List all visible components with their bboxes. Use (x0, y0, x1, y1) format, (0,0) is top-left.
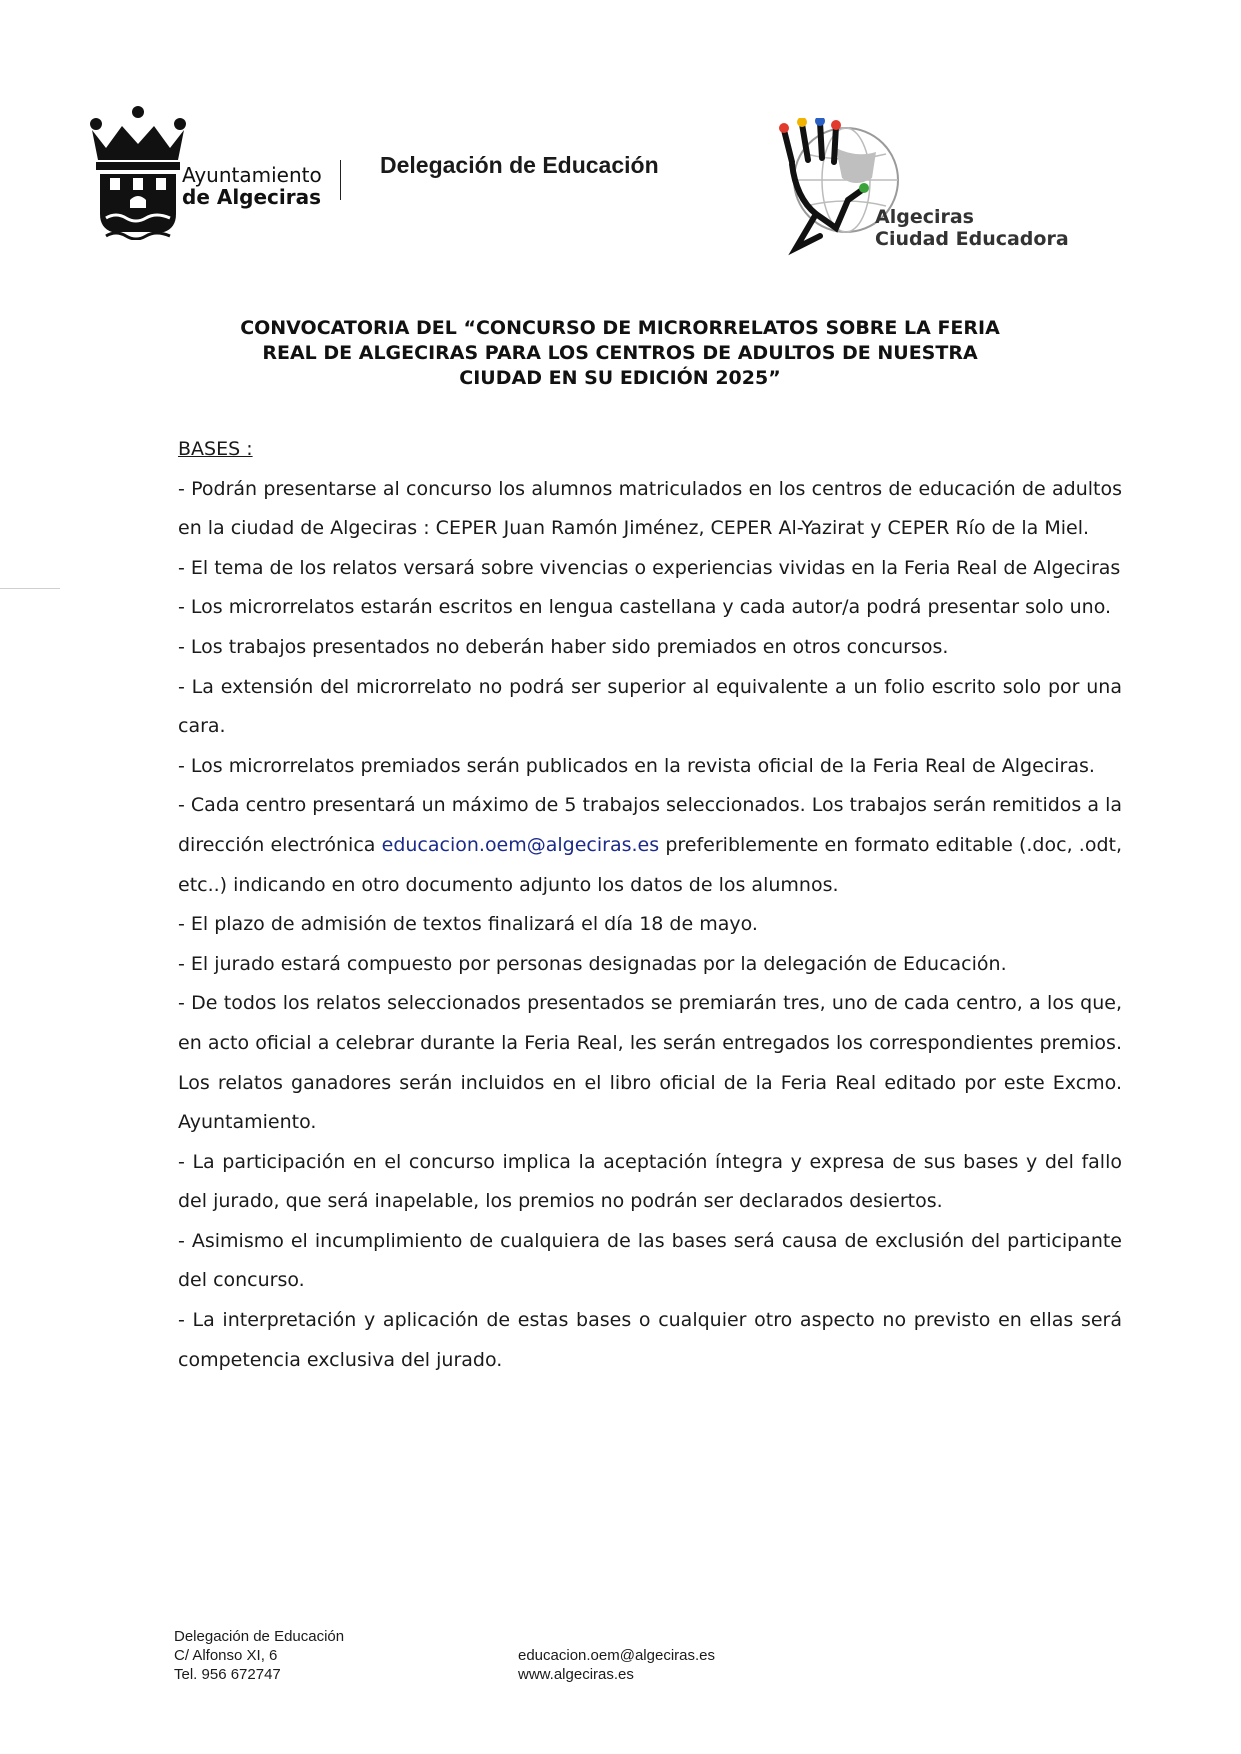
title-line2: REAL DE ALGECIRAS PARA LOS CENTROS DE ADULTOS DE NUESTRA (262, 342, 978, 364)
footer-address (174, 1627, 344, 1684)
ayuntamiento-line2: de Algeciras (182, 185, 322, 209)
title-line1: CONVOCATORIA DEL “CONCURSO DE MICRORRELATOS SOBRE LA FERIA (240, 317, 1000, 339)
ayuntamiento-name (182, 164, 322, 208)
footer-street: C/ Alfonso XI, 6 (174, 1647, 278, 1664)
rule-item: - La interpretación y aplicación de estas bases o cualquier otro aspecto no previsto en ellas será competencia exclusiva del jurado. (178, 1309, 1122, 1371)
rule-item: - El tema de los relatos versará sobre vivencias o experiencias vividas en la Feria Real de Algeciras (178, 556, 1121, 579)
logo-line1: Algeciras (875, 206, 974, 228)
delegacion-heading: Delegación de Educación (380, 152, 659, 178)
footer-office: Delegación de Educación (174, 1628, 345, 1645)
rule-item: - Los microrrelatos estarán escritos en lengua castellana y cada autor/a podrá presentar solo uno. (178, 596, 1112, 619)
document-body (178, 430, 1122, 1380)
rule-item-submission (178, 786, 1122, 905)
footer-contact (518, 1646, 715, 1684)
rule-item: - De todos los relatos seleccionados presentados se premiarán tres, uno de cada centro, a los que, en acto oficial a celebrar durante la Feria Real, les serán entregados los correspondientes premios. Los relatos ganadores serán incluidos en el libro oficial de la Feria Real editado por este Excmo. Ayuntamiento. (178, 992, 1122, 1134)
document-title (180, 316, 1060, 391)
rule-item: - Asimismo el incumplimiento de cualquiera de las bases será causa de exclusión del participante del concurso. (178, 1229, 1122, 1292)
rule-item: - La participación en el concurso implica la aceptación íntegra y expresa de sus bases y del fallo del jurado, que será inapelable, los premios no podrán ser declarados desiertos. (178, 1150, 1122, 1213)
rule-item: - Podrán presentarse al concurso los alumnos matriculados en los centros de educación de adultos en la ciudad de Algeciras : CEPER Juan Ramón Jiménez, CEPER Al-Yazirat y CEPER Río de la Miel. (178, 477, 1122, 540)
submission-text-after: preferiblemente en formato editable (.doc, .odt, etc..) indicando en otro documento adjunto los datos de los alumnos. (178, 833, 1123, 896)
logo-caption (875, 206, 1069, 250)
rule-item: - Los microrrelatos premiados serán publicados en la revista oficial de la Feria Real de Algeciras. (178, 754, 1095, 777)
footer-phone: Tel. 956 672747 (174, 1666, 281, 1683)
ayuntamiento-line1: Ayuntamiento (182, 163, 322, 187)
title-line3: CIUDAD EN SU EDICIÓN 2025” (459, 367, 781, 389)
footer-email[interactable]: educacion.oem@algeciras.es (518, 1647, 715, 1664)
fold-mark (0, 588, 60, 589)
rule-item: - La extensión del microrrelato no podrá ser superior al equivalente a un folio escrito solo por una cara. (178, 675, 1122, 738)
submission-email-link[interactable]: educacion.oem@algeciras.es (381, 833, 660, 856)
crown-castle-crest-icon (86, 104, 190, 240)
bases-label: BASES : (178, 438, 253, 460)
footer-website[interactable]: www.algeciras.es (518, 1666, 634, 1683)
header-divider (340, 160, 341, 200)
rule-item: - El plazo de admisión de textos finalizará el día 18 de mayo. (178, 913, 758, 936)
rule-item: - El jurado estará compuesto por personas designadas por la delegación de Educación. (178, 952, 1007, 975)
logo-line2: Ciudad Educadora (875, 228, 1069, 250)
rule-item: - Los trabajos presentados no deberán haber sido premiados en otros concursos. (178, 635, 949, 658)
submission-text-before: - Cada centro presentará un máximo de 5 trabajos seleccionados. Los trabajos serán remitidos a la dirección electrónica (178, 794, 1122, 856)
